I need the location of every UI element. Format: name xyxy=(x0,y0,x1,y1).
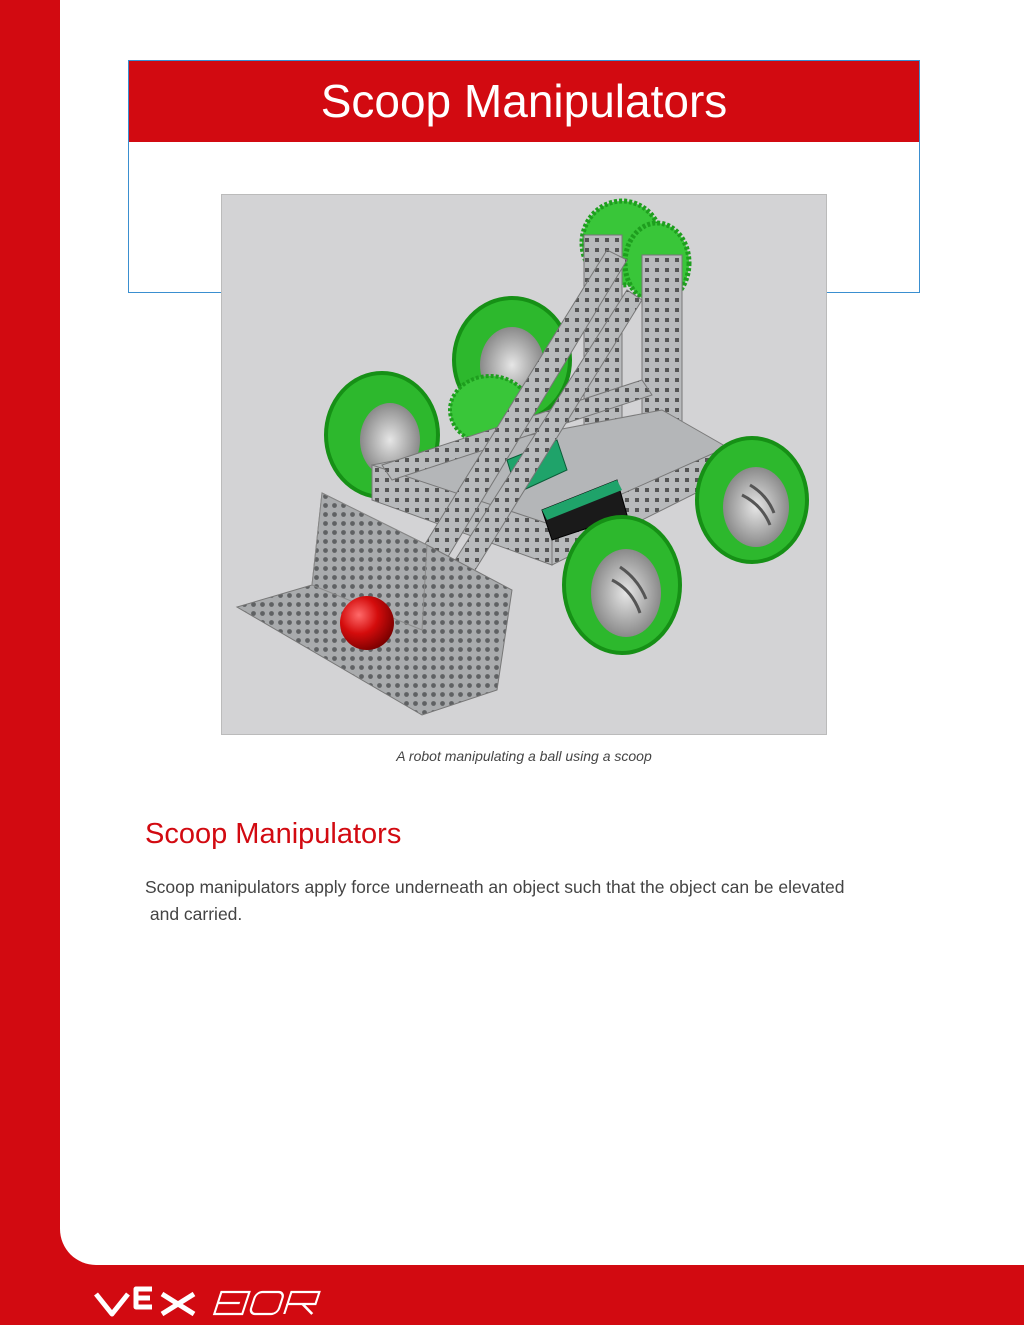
figure-caption: A robot manipulating a ball using a scoop xyxy=(396,748,652,764)
vex-edr-logo xyxy=(94,1284,334,1320)
robot-scoop-figure xyxy=(221,194,827,735)
robot-illustration xyxy=(222,195,827,735)
edr-wordmark xyxy=(214,1292,319,1314)
wheel-front-right xyxy=(697,438,807,562)
section-body xyxy=(145,874,905,928)
body-line-1: Scoop manipulators apply force underneath an object such that the object can be elevated xyxy=(145,877,845,897)
wheel-front-left xyxy=(564,517,680,653)
body-line-2: and carried. xyxy=(145,904,243,924)
vex-wordmark xyxy=(96,1289,194,1314)
red-ball xyxy=(340,596,394,650)
section-title: Scoop Manipulators xyxy=(145,818,402,850)
page-title: Scoop Manipulators xyxy=(129,61,919,142)
